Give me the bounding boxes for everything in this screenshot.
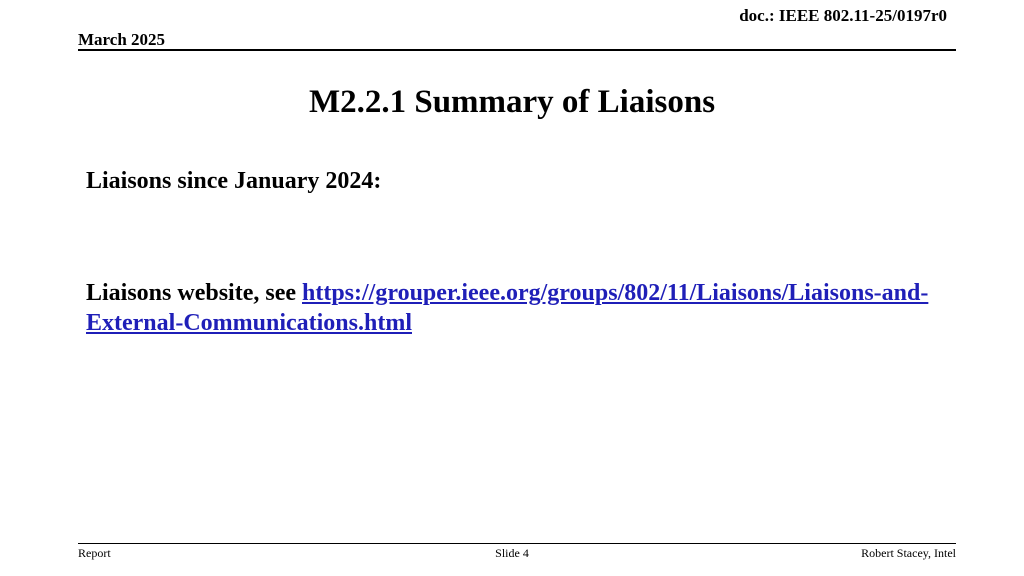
footer-report-label: Report [78, 546, 111, 560]
liaisons-website-link[interactable]: https://grouper.ieee.org/groups/802/11/Liaisons/Liaisons-and-External-Communications.html [86, 280, 929, 336]
footer-divider [78, 543, 956, 544]
document-id: doc.: IEEE 802.11-25/0197r0 [739, 6, 947, 25]
slide-number: Slide 4 [495, 546, 529, 560]
header-date: March 2025 [78, 30, 166, 49]
liaisons-since-text: Liaisons since January 2024: [86, 168, 382, 194]
footer-author: Robert Stacey, Intel [861, 546, 956, 560]
slide-title: M2.2.1 Summary of Liaisons [308, 84, 716, 120]
liaisons-website-label: Liaisons website, see [86, 280, 302, 306]
header-divider [78, 49, 956, 51]
slide-body [86, 166, 956, 338]
liaisons-website-paragraph [86, 278, 956, 338]
